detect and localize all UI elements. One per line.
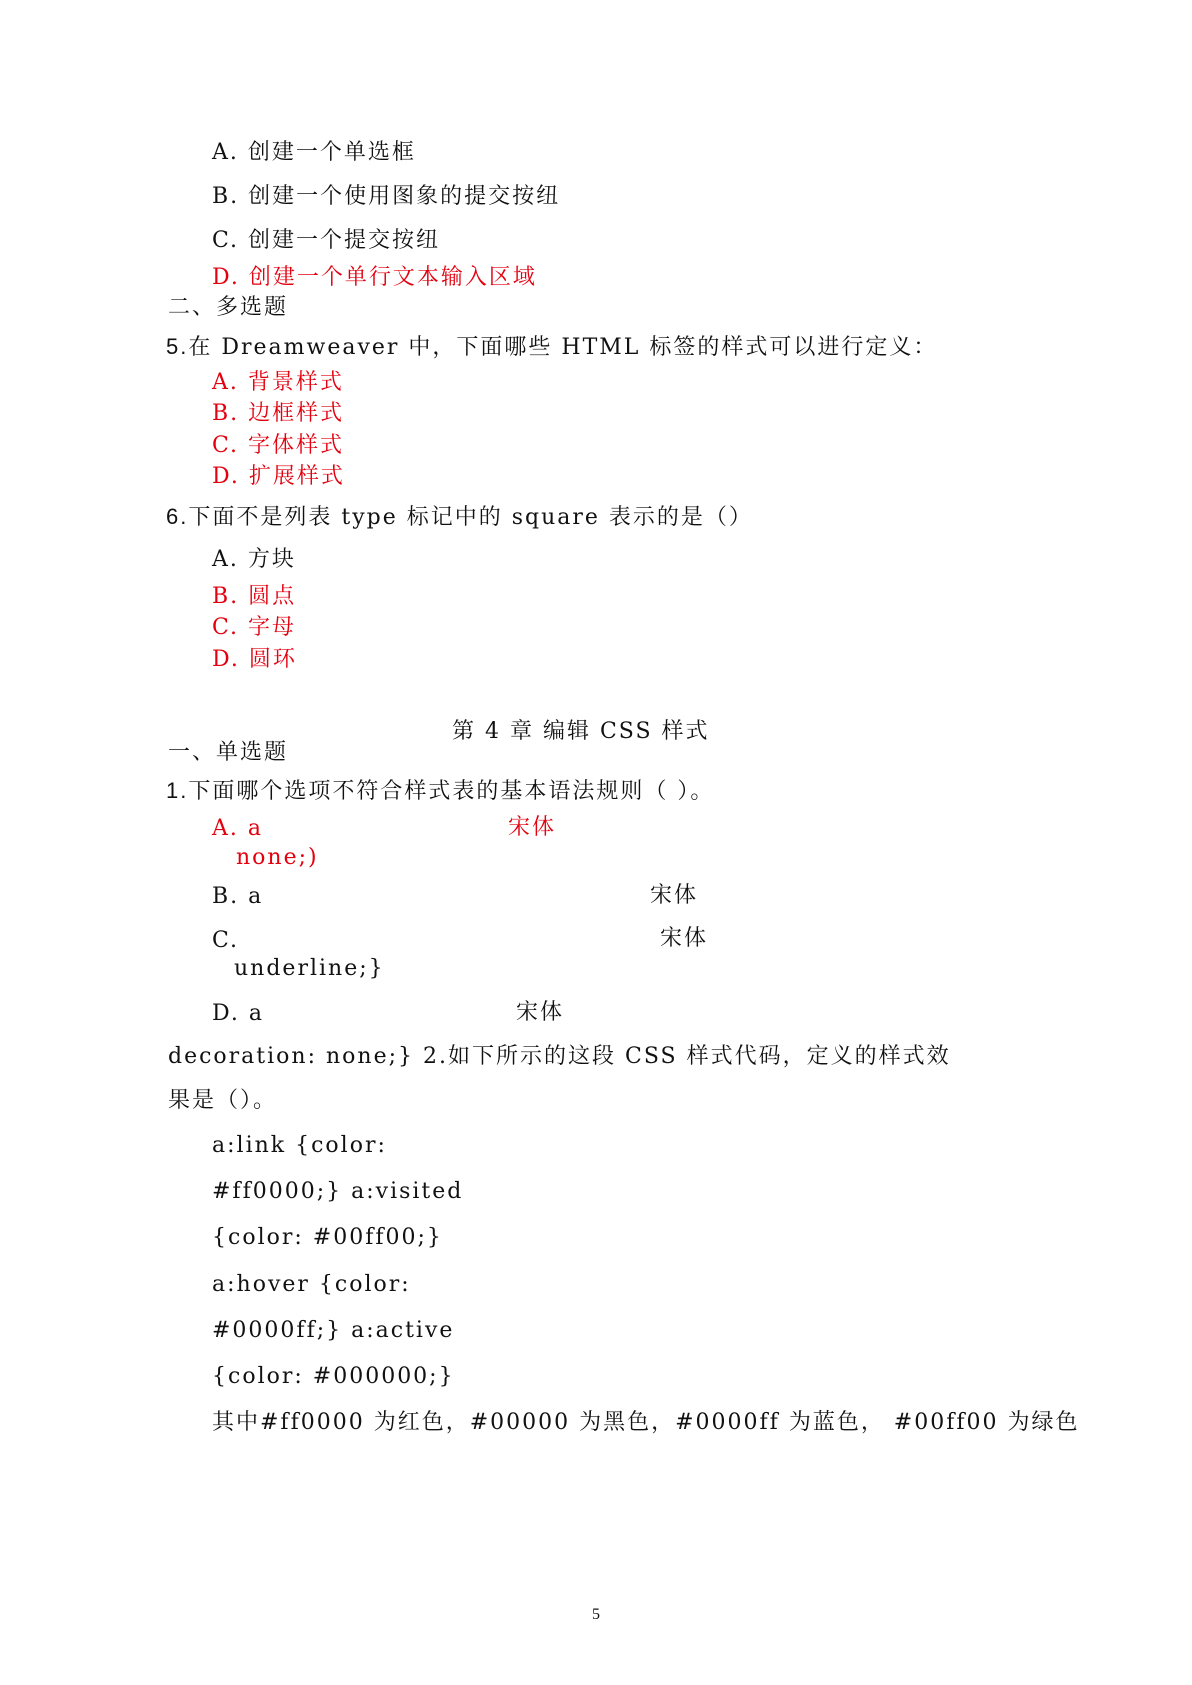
q4-option-d-answer: D. 创建一个单行文本输入区域	[212, 265, 537, 290]
code-line: {color: #00ff00;}	[212, 1225, 443, 1250]
code-line: a:link {color:	[212, 1133, 387, 1158]
q6-option-b: B. 圆点	[212, 584, 297, 609]
q5-text: 在 Dreamweaver 中，下面哪些 HTML 标签的样式可以进行定义：	[188, 335, 938, 360]
c4q2-line-2: 果是（）。	[168, 1088, 278, 1113]
c4q1-option-a-font: 宋体	[508, 815, 557, 840]
code-line: #ff0000;} a:visited	[212, 1179, 464, 1204]
c4q1-text: 下面哪个选项不符合样式表的基本语法规则（ ）。	[188, 779, 715, 804]
q5-option-a: A. 背景样式	[212, 370, 344, 395]
c4q1-option-a-cont: none;)	[236, 845, 319, 870]
q6-option-c: C. 字母	[212, 615, 297, 640]
q4-option-a: A. 创建一个单选框	[212, 140, 416, 165]
section-heading-multi: 二、多选题	[168, 295, 289, 320]
c4q1-option-c-font: 宋体	[660, 926, 709, 951]
c4q1-option-d: D. a	[212, 1001, 264, 1026]
q5-question	[166, 333, 937, 362]
q4-option-c: C. 创建一个提交按纽	[212, 228, 441, 253]
page-number: 5	[592, 1606, 600, 1623]
q6-option-d: D. 圆环	[212, 647, 297, 672]
c4q1-option-b-font: 宋体	[650, 883, 699, 908]
q5-option-b: B. 边框样式	[212, 401, 345, 426]
q6-number: 6.	[166, 504, 189, 529]
c4q1-question	[166, 777, 714, 806]
q5-number: 5.	[166, 334, 189, 359]
q6-text: 下面不是列表 type 标记中的 square 表示的是（）	[188, 505, 753, 530]
q5-option-c: C. 字体样式	[212, 433, 345, 458]
q6-option-a: A. 方块	[212, 547, 296, 572]
c4q1-number: 1.	[166, 778, 189, 803]
c4q1-option-c-cont: underline;}	[234, 956, 385, 981]
c4q1-option-a: A. a	[212, 816, 263, 841]
c4q1-option-d-font: 宋体	[516, 1000, 565, 1025]
q5-option-d: D. 扩展样式	[212, 464, 345, 489]
c4q1-option-c: C.	[212, 928, 240, 953]
section-heading-single: 一、单选题	[168, 740, 289, 765]
c4q2-line-1: decoration: none;} 2.如下所示的这段 CSS 样式代码，定义的样式效	[168, 1044, 951, 1069]
code-line: {color: #000000;}	[212, 1364, 455, 1389]
chapter-title: 第 4 章 编辑 CSS 样式	[452, 719, 710, 744]
color-note: 其中#ff0000 为红色，#00000 为黑色，#0000ff 为蓝色， #00ff00 为绿色	[212, 1410, 1080, 1435]
q4-option-b: B. 创建一个使用图象的提交按纽	[212, 184, 561, 209]
code-line: a:hover {color:	[212, 1272, 411, 1297]
code-line: #0000ff;} a:active	[212, 1318, 455, 1343]
c4q1-option-b: B. a	[212, 884, 264, 909]
q6-question	[166, 503, 753, 532]
